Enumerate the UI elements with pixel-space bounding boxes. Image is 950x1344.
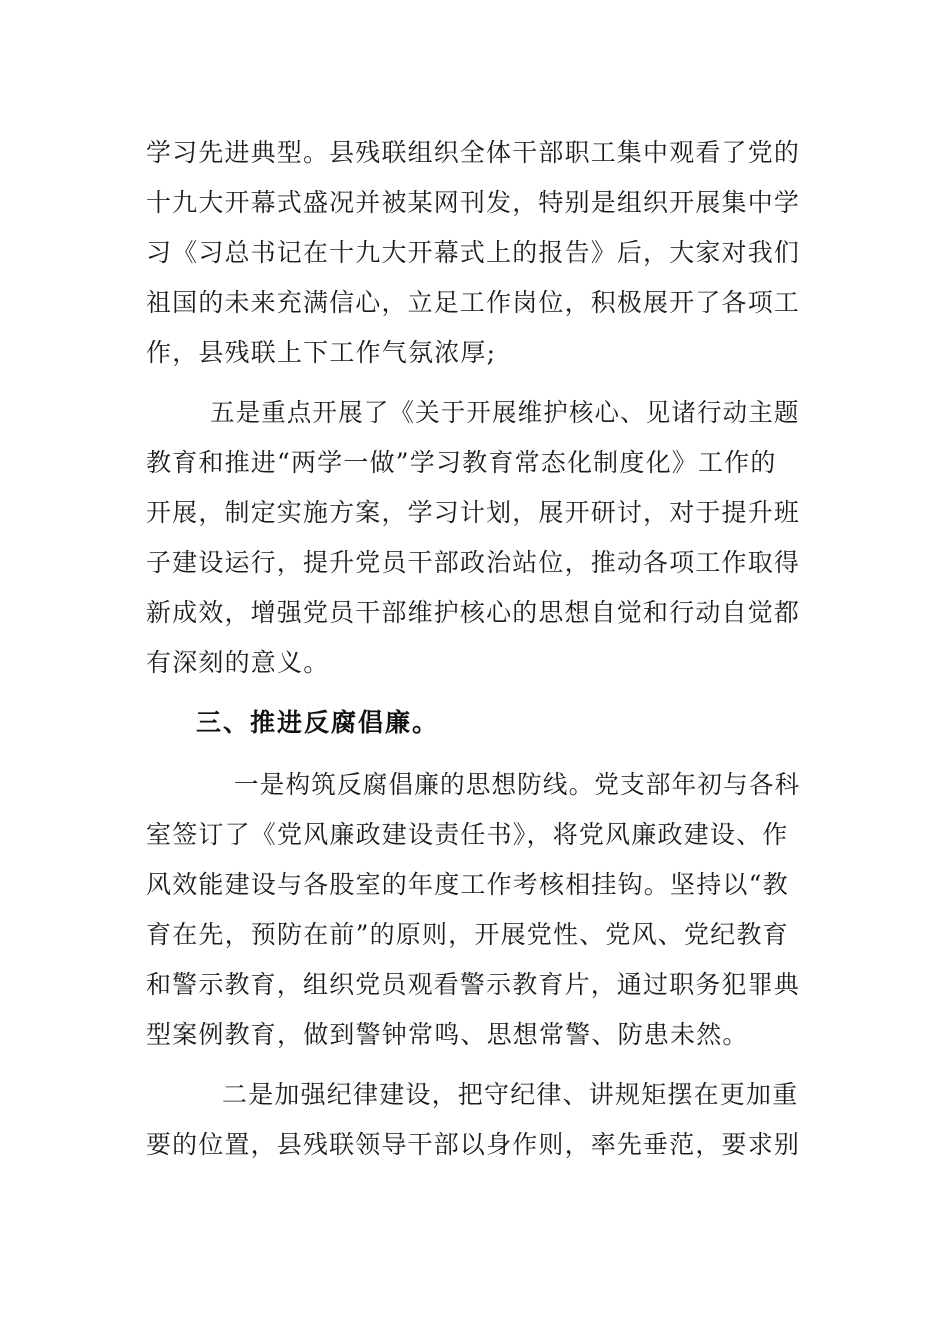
paragraph-1-line-1: 学习先进典型。县残联组织全体干部职工集中观看了党的 [146, 138, 801, 167]
paragraph-4-line-1: 二是加强纪律建设，把守纪律、讲规矩摆在更加重 [222, 1080, 799, 1109]
paragraph-2-line-2: 教育和推进“两学一做”学习教育常态化制度化》工作的 [146, 448, 777, 477]
paragraph-1-line-3: 习《习总书记在十九大开幕式上的报告》后，大家对我们 [146, 238, 801, 267]
paragraph-1-line-2: 十九大开幕式盛况并被某网刊发，特别是组织开展集中学 [146, 188, 801, 217]
paragraph-3-line-3: 风效能建设与各股室的年度工作考核相挂钩。坚持以“教 [146, 870, 789, 899]
paragraph-3-line-1: 一是构筑反腐倡廉的思想防线。党支部年初与各科 [234, 770, 801, 799]
paragraph-2-line-3: 开展，制定实施方案，学习计划，展开研讨，对于提升班 [146, 498, 801, 527]
paragraph-3-line-5: 和警示教育，组织党员观看警示教育片，通过职务犯罪典 [146, 970, 801, 999]
paragraph-3-line-4: 育在先，预防在前”的原则，开展党性、党风、党纪教育 [146, 920, 789, 949]
paragraph-2-line-4: 子建设运行，提升党员干部政治站位，推动各项工作取得 [146, 548, 801, 577]
paragraph-2-line-6: 有深刻的意义。 [146, 648, 330, 677]
paragraph-1-line-5: 作，县残联上下工作气氛浓厚; [146, 338, 497, 367]
paragraph-3-line-2: 室签订了《党风廉政建设责任书》，将党风廉政建设、作 [146, 820, 789, 849]
paragraph-1-line-4: 祖国的未来充满信心，立足工作岗位，积极展开了各项工 [146, 288, 801, 317]
paragraph-2-line-1: 五是重点开展了《关于开展维护核心、见诸行动主题 [210, 398, 800, 427]
paragraph-3-line-6: 型案例教育，做到警钟常鸣、思想常警、防患未然。 [146, 1020, 749, 1049]
section-heading: 三、推进反腐倡廉。 [196, 708, 440, 737]
paragraph-2-line-5: 新成效，增强党员干部维护核心的思想自觉和行动自觉都 [146, 598, 801, 627]
paragraph-4-line-2: 要的位置，县残联领导干部以身作则，率先垂范，要求别 [146, 1130, 801, 1159]
